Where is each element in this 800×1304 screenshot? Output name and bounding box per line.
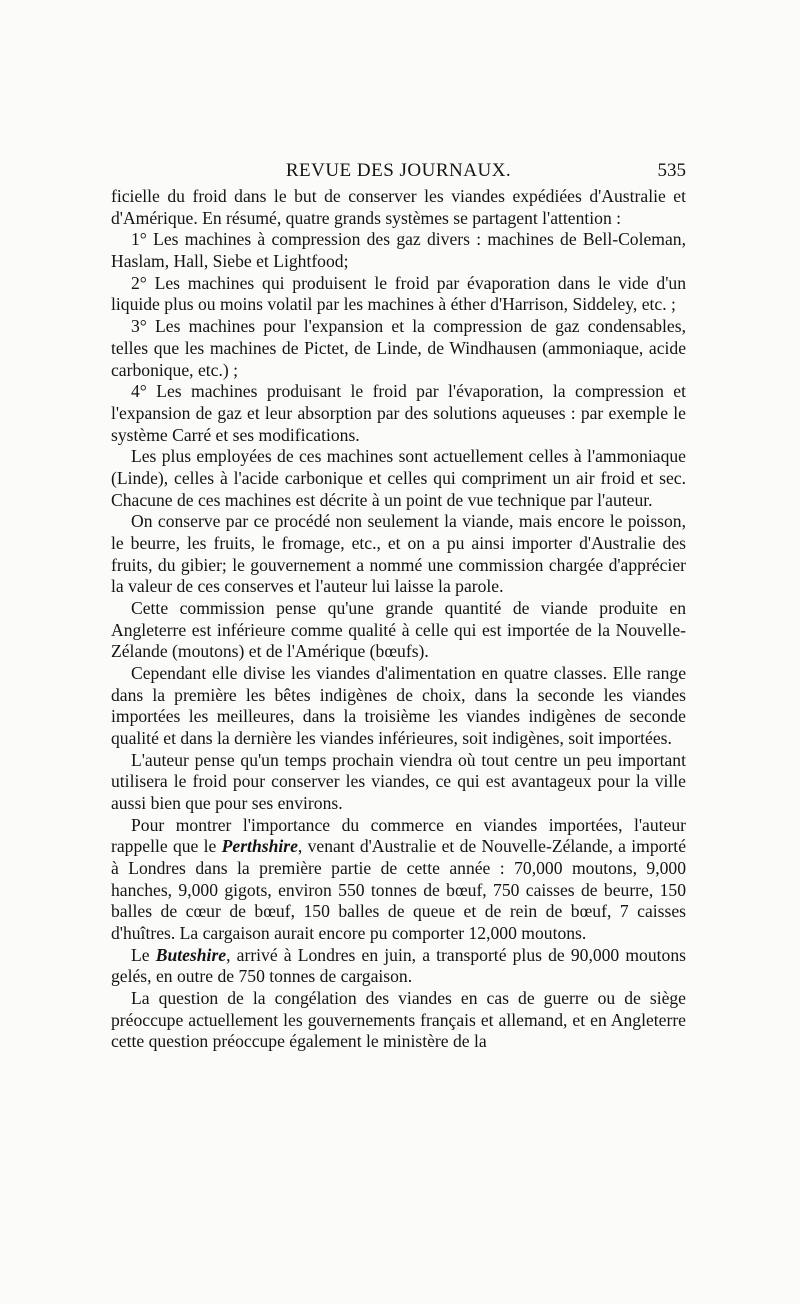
page-number: 535 <box>657 160 686 181</box>
list-item-expansion: 3° Les machines pour l'expansion et la compression de gaz condensables, telles que les machines de Pictet, de Linde, de Windhausen (ammoniaque, acide carbonique, etc.) ; <box>111 316 686 380</box>
paragraph: Cette commission pense qu'une grande quantité de viande produite en Angleterre est inférieure comme qualité à celle qui est importée de la Nouvelle-Zélande (moutons) et de l'Amérique (bœufs). <box>111 598 686 662</box>
paragraph-text: Pour montrer l'importance du commerce en viandes importées, l'auteur rappelle que le <box>111 814 686 857</box>
ship-name: Buteshire <box>155 944 227 965</box>
list-item-evaporation: 2° Les machines qui produisent le froid par évaporation dans le vide d'un liquide plus ou moins volatil par les machines à éther d'Harrison, Siddeley, etc. ; <box>111 272 686 315</box>
paragraph-text: Le <box>131 944 156 965</box>
paragraph-text: , arrivé à Londres en juin, a transporté plus de 90,000 moutons gelés, en outre de 750 tonnes de cargaison. <box>111 944 686 987</box>
paragraph-text: , venant d'Australie et de Nouvelle-Zélande, a importé à Londres dans la première partie de cette année : 70,000 moutons, 9,000 hanches, 9,000 gigots, environ 550 tonnes de bœuf, 750 caisses de beurre, 150 balles de cœur de bœuf, 150 balles de queue et de rein de bœuf, 7 caisses d'huîtres. La cargaison aurait encore pu comporter 12,000 moutons. <box>111 836 687 943</box>
page-header <box>111 158 686 184</box>
ship-name: Perthshire <box>221 836 298 857</box>
paragraph: Les plus employées de ces machines sont actuellement celles à l'ammoniaque (Linde), celles à l'acide carbonique et celles qui compriment un air froid et sec. Chacune de ces machines est décrite à un point de vue technique par l'auteur. <box>111 446 686 510</box>
list-item-absorption: 4° Les machines produisant le froid par l'évaporation, la compression et l'expansion de gaz et leur absorption par des solutions aqueuses : par exemple le système Carré et ses modifications. <box>111 381 686 445</box>
paragraph-perthshire <box>111 815 686 945</box>
list-item-compression: 1° Les machines à compression des gaz divers : machines de Bell-Coleman, Haslam, Hall, Siebe et Lightfood; <box>111 229 686 272</box>
paragraph: On conserve par ce procédé non seulement la viande, mais encore le poisson, le beurre, les fruits, le fromage, etc., et on a pu ainsi importer d'Australie des fruits, du gibier; le gouvernement a nommé une commission chargée d'apprécier la valeur de ces conserves et l'auteur lui laisse la parole. <box>111 511 686 597</box>
body-text <box>111 186 686 1053</box>
running-title: REVUE DES JOURNAUX. <box>285 160 512 181</box>
paragraph: Cependant elle divise les viandes d'alimentation en quatre classes. Elle range dans la première les bêtes indigènes de choix, dans la seconde les viandes importées les meilleures, dans la troisième les viandes indigènes de seconde qualité et dans la dernière les viandes inférieures, soit indigènes, soit importées. <box>111 663 686 748</box>
paragraph: L'auteur pense qu'un temps prochain viendra où tout centre un peu important utilisera le froid pour conserver les viandes, ce qui est avantageux pour la ville aussi bien que pour ses environs. <box>111 749 686 813</box>
paragraph: ficielle du froid dans le but de conserver les viandes expédiées d'Australie et d'Amérique. En résumé, quatre grands systèmes se partagent l'attention : <box>111 186 686 228</box>
paragraph-buteshire <box>111 945 686 988</box>
paragraph: La question de la congélation des viandes en cas de guerre ou de siège préoccupe actuellement les gouvernements français et allemand, et en Angleterre cette question préoccupe également le ministère de la <box>111 987 686 1052</box>
